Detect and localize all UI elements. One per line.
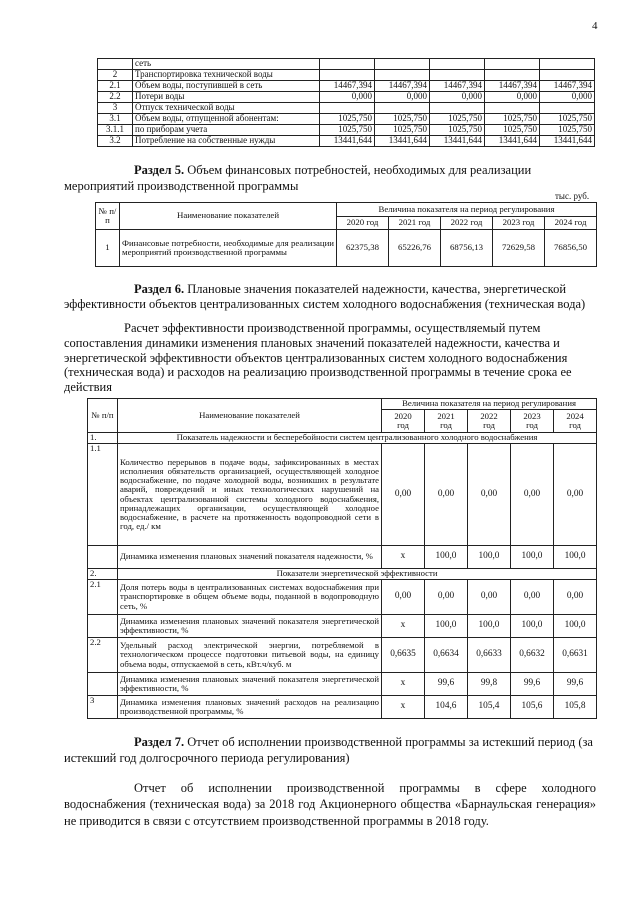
header-group: Величина показателя на период регулирования (382, 399, 597, 410)
cell-value: х (382, 696, 425, 719)
cell-value: 100,0 (468, 546, 511, 569)
cell-value: 0,000 (375, 92, 430, 103)
reliability-table (87, 398, 597, 719)
year-header: 2021 год (389, 217, 441, 230)
cell-value: 99,6 (554, 673, 597, 696)
row-name: Динамика изменения плановых значений показателя энергетической эффективности, % (118, 615, 382, 638)
cell-value: 0,6633 (468, 638, 511, 673)
cell-value: 65226,76 (389, 230, 441, 267)
table-row (88, 638, 597, 673)
year-header: 2023 год (493, 217, 545, 230)
row-name: Отпуск технической воды (133, 103, 320, 114)
row-num: 2.1 (98, 81, 133, 92)
cell-value: 0,000 (540, 92, 595, 103)
section5-heading: Раздел 5. Объем финансовых потребностей, необходимых для реализации мероприятий производственной программы (64, 163, 532, 193)
row-num: 1. (88, 433, 118, 444)
cell-value: 0,00 (382, 580, 425, 615)
cell-value: 0,00 (425, 444, 468, 546)
cell-value: 13441,644 (485, 136, 540, 147)
cell-value: 0,00 (468, 580, 511, 615)
cell-value (320, 103, 375, 114)
cell-value (320, 59, 375, 70)
year-header: 2022 год (468, 410, 511, 433)
cell-value (485, 70, 540, 81)
cell-value: 0,6635 (382, 638, 425, 673)
row-name: Количество перерывов в подаче воды, зафиксированных в местах исполнения обязательств организацией, осуществляющей холодное водоснабжение, по подаче холодной воды, возникших в результате аварий, повреждений и иных технологических нарушений на объектах централизованной системы холодного водоснабжения, принадлежащих организации, осуществляющей холодное водоснабжение, в расчете на протяженность водопроводной сети в год, ед./ км (118, 444, 382, 546)
row-name: Потери воды (133, 92, 320, 103)
cell-value: 13441,644 (375, 136, 430, 147)
cell-value (430, 59, 485, 70)
cell-value: 13441,644 (540, 136, 595, 147)
section-row (88, 569, 597, 580)
table-row (98, 125, 595, 136)
cell-value: 100,0 (468, 615, 511, 638)
header-name: Наименование показателей (118, 399, 382, 433)
cell-value: 14467,394 (430, 81, 485, 92)
cell-value: 100,0 (425, 546, 468, 569)
section7-paragraph: Отчет об исполнении производственной программы в сфере холодного водоснабжения (техническая вода) за 2018 год Акционерного общества «Барнаульская генерация» не приводится в связи с отсутствием производственной программы в 2018 году. (64, 781, 596, 828)
cell-value: 1025,750 (430, 114, 485, 125)
row-name: Объем воды, поступившей в сеть (133, 81, 320, 92)
year-header: 2023 год (511, 410, 554, 433)
cell-value: 99,6 (425, 673, 468, 696)
cell-value: 72629,58 (493, 230, 545, 267)
cell-value: 105,8 (554, 696, 597, 719)
row-name: Удельный расход электрической энергии, потребляемой в технологическом процессе подготовки питьевой воды, на единицу объема воды, отпускаемой в сеть, кВт.ч/куб. м (118, 638, 382, 673)
cell-value (320, 70, 375, 81)
cell-value: 0,6632 (511, 638, 554, 673)
year-header: 2024 год (554, 410, 597, 433)
cell-value: 0,00 (554, 580, 597, 615)
cell-value: 0,000 (485, 92, 540, 103)
table-row (98, 59, 595, 70)
row-num: 3 (98, 103, 133, 114)
year-header: 2024 год (545, 217, 597, 230)
row-name: сеть (133, 59, 320, 70)
row-name: Доля потерь воды в централизованных системах водоснабжения при транспортировке в общем объеме воды, поданной в водопроводную сеть, % (118, 580, 382, 615)
cell-value: 1025,750 (375, 125, 430, 136)
year-header: 2021 год (425, 410, 468, 433)
row-name: Объем воды, отпущенной абонентам: (133, 114, 320, 125)
row-num (98, 59, 133, 70)
year-header: 2020 год (337, 217, 389, 230)
table-row (98, 103, 595, 114)
cell-value: 1025,750 (540, 114, 595, 125)
cell-value: 1025,750 (540, 125, 595, 136)
row-num: 2 (98, 70, 133, 81)
section-title: Показатель надежности и бесперебойности систем централизованного холодного водоснабжения (118, 433, 597, 444)
section6-heading: Раздел 6. Плановые значения показателей надежности, качества, энергетической эффективности объектов централизованных систем холодного водоснабжения (техническая вода) (64, 282, 586, 311)
balance-table (97, 58, 595, 147)
row-num: 1.1 (88, 444, 118, 546)
cell-value (430, 70, 485, 81)
row-name: Потребление на собственные нужды (133, 136, 320, 147)
cell-value: 1025,750 (485, 125, 540, 136)
cell-value: х (382, 673, 425, 696)
cell-value: 100,0 (511, 615, 554, 638)
table-row (98, 70, 595, 81)
table-row (88, 546, 597, 569)
cell-value: 14467,394 (485, 81, 540, 92)
cell-value: 104,6 (425, 696, 468, 719)
section-title: Показатели энергетической эффективности (118, 569, 597, 580)
cell-value (540, 59, 595, 70)
section-row (88, 433, 597, 444)
cell-value: 0,00 (554, 444, 597, 546)
row-num: 2.2 (88, 638, 118, 673)
cell-value: 1025,750 (375, 114, 430, 125)
row-num: 3 (88, 696, 118, 719)
cell-value: 100,0 (554, 546, 597, 569)
row-name: Динамика изменения плановых значений расходов на реализацию производственной программы, % (118, 696, 382, 719)
cell-value: 14467,394 (540, 81, 595, 92)
cell-value: 14467,394 (375, 81, 430, 92)
cell-value (485, 59, 540, 70)
cell-value (485, 103, 540, 114)
table-row (88, 696, 597, 719)
cell-value (375, 70, 430, 81)
cell-value (430, 103, 485, 114)
table-row (98, 81, 595, 92)
row-name: Транспортировка технической воды (133, 70, 320, 81)
row-num: 3.2 (98, 136, 133, 147)
table-row (88, 444, 597, 546)
section7-heading: Раздел 7. Отчет об исполнении производственной программы за истекший период (за истекший год долгосрочного периода регулирования) (64, 735, 593, 765)
cell-value: 62375,38 (337, 230, 389, 267)
cell-value: 1025,750 (430, 125, 485, 136)
year-header: 2022 год (441, 217, 493, 230)
table-row (98, 136, 595, 147)
financial-table (95, 202, 597, 267)
cell-value (375, 103, 430, 114)
table-row (96, 230, 597, 267)
row-num: 2. (88, 569, 118, 580)
row-num: 2.1 (88, 580, 118, 615)
cell-value: 1025,750 (320, 125, 375, 136)
header-name: Наименование показателей (120, 203, 337, 230)
header-num: № п/п (88, 399, 118, 433)
row-num: 1 (96, 230, 120, 267)
cell-value: 0,6631 (554, 638, 597, 673)
cell-value: 0,00 (468, 444, 511, 546)
table-row (88, 615, 597, 638)
cell-value: 100,0 (425, 615, 468, 638)
cell-value: 1025,750 (485, 114, 540, 125)
cell-value: 0,00 (425, 580, 468, 615)
cell-value: 68756,13 (441, 230, 493, 267)
cell-value: 13441,644 (320, 136, 375, 147)
table-row (98, 92, 595, 103)
cell-value (540, 103, 595, 114)
cell-value: 100,0 (554, 615, 597, 638)
cell-value: 76856,50 (545, 230, 597, 267)
table-row (98, 114, 595, 125)
cell-value: 105,4 (468, 696, 511, 719)
row-name: Динамика изменения плановых значений показателя надежности, % (118, 546, 382, 569)
cell-value: 13441,644 (430, 136, 485, 147)
cell-value: 0,00 (382, 444, 425, 546)
cell-value: 99,6 (511, 673, 554, 696)
cell-value: 1025,750 (320, 114, 375, 125)
cell-value: 105,6 (511, 696, 554, 719)
cell-value: 100,0 (511, 546, 554, 569)
section6-paragraph: Расчет эффективности производственной программы, осуществляемый путем сопоставления динамики изменения плановых значений показателей надежности, качества и энергетической эффективности объектов централизованных систем холодного водоснабжения (техническая вода) и расходов на реализацию производственной программы в течение срока ее действия (64, 321, 572, 394)
table-row (88, 673, 597, 696)
table-row (88, 580, 597, 615)
page-number: 4 (592, 20, 598, 32)
unit-label: тыс. руб. (555, 191, 590, 201)
cell-value: х (382, 546, 425, 569)
cell-value: 0,000 (320, 92, 375, 103)
cell-value: 14467,394 (320, 81, 375, 92)
row-name: Финансовые потребности, необходимые для реализации мероприятий производственной программы (120, 230, 337, 267)
year-header: 2020 год (382, 410, 425, 433)
row-name: по приборам учета (133, 125, 320, 136)
cell-value: 0,6634 (425, 638, 468, 673)
row-num: 2.2 (98, 92, 133, 103)
row-num: 3.1.1 (98, 125, 133, 136)
row-name: Динамика изменения плановых значений показателя энергетической эффективности, % (118, 673, 382, 696)
cell-value: 0,000 (430, 92, 485, 103)
cell-value: х (382, 615, 425, 638)
header-group: Величина показателя на период регулирования (337, 203, 597, 217)
header-num: № п/п (96, 203, 120, 230)
cell-value: 0,00 (511, 444, 554, 546)
cell-value (540, 70, 595, 81)
cell-value: 0,00 (511, 580, 554, 615)
cell-value (375, 59, 430, 70)
cell-value: 99,8 (468, 673, 511, 696)
row-num: 3.1 (98, 114, 133, 125)
